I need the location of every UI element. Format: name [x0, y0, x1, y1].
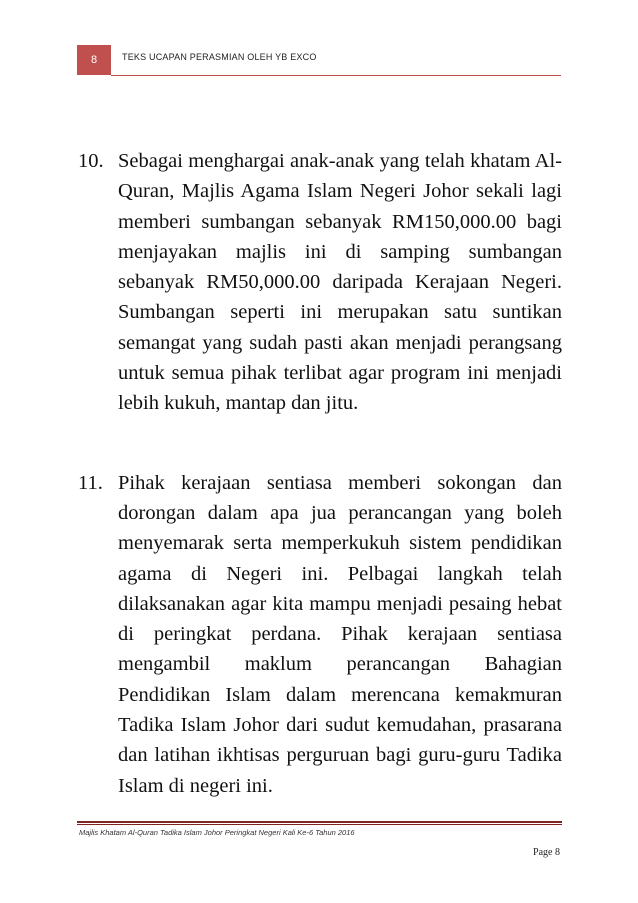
footer-rule-thin: [77, 824, 562, 825]
paragraph-number: 11.: [78, 471, 103, 494]
footer-rule-thick: [77, 821, 562, 823]
numbered-paragraph-11: [78, 468, 562, 801]
paragraph-number: 10.: [78, 150, 104, 172]
paragraph-text: Pihak kerajaan sentiasa memberi sokongan dan dorongan dalam apa jua perancangan yang boleh menyemarak serta memperkukuh sistem pendidikan agama di Negeri ini. Pelbagai langkah telah dilaksanakan agar kita mampu menjadi pesaing hebat di peringkat perdana. Pihak kerajaan sentiasa mengambil maklum perancangan Bahagian Pendidikan Islam dalam merencana kemakmuran Tadika Islam Johor dari sudut kemudahan, prasarana dan latihan ikhtisas perguruan bagi guru-guru Tadika Islam di negeri ini.: [118, 471, 562, 797]
header-title: TEKS UCAPAN PERASMIAN OLEH YB EXCO: [122, 52, 317, 62]
document-body: [78, 146, 562, 801]
footer-page-label: Page 8: [533, 847, 560, 858]
numbered-paragraph-10: [78, 146, 562, 419]
header-rule: [111, 75, 561, 76]
paragraph-text: Sebagai menghargai anak-anak yang telah khatam Al-Quran, Majlis Agama Islam Negeri Johor sekali lagi memberi sumbangan sebanyak RM150,000.00 bagi menjayakan majlis ini di samping sumbangan sebanyak RM50,000.00 daripada Kerajaan Negeri. Sumbangan seperti ini merupakan satu suntikan semangat yang sudah pasti akan menjadi perangsang untuk semua pihak terlibat agar program ini menjadi lebih kukuh, mantap dan jitu.: [118, 150, 562, 415]
header-page-number: 8: [77, 45, 111, 75]
footer-text: Majlis Khatam Al-Quran Tadika Islam Johor Peringkat Negeri Kali Ke-6 Tahun 2016: [79, 828, 355, 837]
